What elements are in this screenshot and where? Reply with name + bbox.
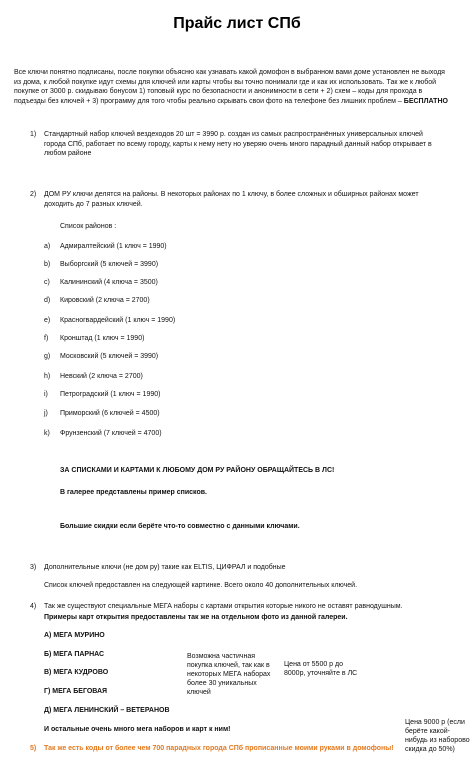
district-item: d) Кировский (2 ключа = 2700) xyxy=(44,297,150,304)
page-title: Прайс лист СПб xyxy=(173,15,301,32)
intro-text: Все ключи понятно подписаны, после покупки объясню как узнавать какой домофон в выбранном вами доме установлен не выходя из дома, к любой покупке идут схемы для ключей или карты чтобы вы точно понимали где и как их использовать. Так же к любой покупке от 3000 р. скидываю бонусом 1) топовый курс по безопасности и анонимности в сети + 2) схем – коды для прохода в подъезды без ключей + 3) программу для того чтобы реально скрывать свои фото на телефоне без лишних проблем – xyxy=(14,69,445,105)
district-item: а) Адмиралтейский (1 ключ = 1990) xyxy=(44,243,167,250)
item-1-text: Стандартный набор ключей вездеходов 20 шт = 3990 р. создан из самых распространённых универсальных ключей города СПб, работает по всему городу, карты к нему нету но уверяю очень много парадный данный набор открывает в любом районе xyxy=(44,131,432,158)
item-5-number: 5) xyxy=(30,745,37,752)
district-item: j) Приморский (6 ключей = 4500) xyxy=(44,410,160,417)
mega-examples-note: Примеры карт открытия предоставлены так же на отдельном фото из данной галереи. xyxy=(44,614,348,621)
codes-price-note: Цена 9000 р (если берёте какой-нибудь из наборово скидка до 50%) xyxy=(405,719,470,753)
item-4-number: 4) xyxy=(30,603,37,610)
district-item: h) Невский (2 ключа = 2700) xyxy=(44,373,143,380)
item-3-text: Дополнительные ключи (не дом ру) такие как ELTIS, ЦИФРАЛ и подобные xyxy=(44,564,286,571)
mega-item: Д) МЕГА ЛЕНИНСКИЙ – ВЕТЕРАНОВ xyxy=(44,707,170,714)
districts-title: Список районов : xyxy=(60,223,117,230)
district-item: f) Кронштад (1 ключ = 1990) xyxy=(44,335,145,342)
discount-note: Большие скидки если берёте что-то совместно с данными ключами. xyxy=(60,523,300,530)
item-3-number: 3) xyxy=(30,564,37,571)
district-item: c) Калининский (4 ключа = 3500) xyxy=(44,279,158,286)
district-item: b) Выборгский (5 ключей = 3990) xyxy=(44,261,159,268)
district-item: k) Фрунзенский (7 ключей = 4700) xyxy=(44,430,162,437)
partial-purchase-note: Возможна частичная покупка ключей, так как в некоторых МЕГА наборах более 30 уникальных ключей xyxy=(187,653,271,696)
district-item: e) Красногвардейский (1 ключ = 1990) xyxy=(44,317,176,324)
mega-item: А) МЕГА МУРИНО xyxy=(44,632,105,639)
intro-free-label: БЕСПЛАТНО xyxy=(403,97,448,105)
extra-keys-list-note: Список ключей предоставлен на следующей картинке. Всего около 40 дополнительных ключей. xyxy=(44,582,358,589)
other-mega-note: И остальные очень много мега наборов и карт к ним! xyxy=(44,726,231,733)
district-item: i) Петроградский (1 ключ = 1990) xyxy=(44,391,161,398)
domru-call-to-action: ЗА СПИСКАМИ И КАРТАМИ К ЛЮБОМУ ДОМ РУ РАЙОНУ ОБРАЩАЙТЕСЬ В ЛС! xyxy=(60,467,335,474)
item-5-text: Так же есть коды от более чем 700 парадных города СПб прописанные моими руками в домофоны! xyxy=(44,745,394,752)
mega-price-note: Цена от 5500 р до 8000р, уточняйте в ЛС xyxy=(284,661,358,677)
item-1-number: 1) xyxy=(30,131,37,138)
mega-item: В) МЕГА КУДРОВО xyxy=(44,669,109,676)
mega-item: Б) МЕГА ПАРНАС xyxy=(44,651,105,658)
item-2-text: ДОМ РУ ключи делятся на районы. В некоторых районах по 1 ключу, в более сложных и обширных районах может доходить до 7 разных ключей. xyxy=(44,191,419,208)
district-item: g) Московский (5 ключей = 3990) xyxy=(44,353,159,360)
mega-item: Г) МЕГА БЕГОВАЯ xyxy=(44,688,108,695)
gallery-note: В галерее представлены пример списков. xyxy=(60,489,207,496)
item-4-text: Так же существуют специальные МЕГА наборы с картами открытия которые никого не оставят равнодушным. xyxy=(44,603,403,610)
item-2-number: 2) xyxy=(30,191,37,198)
intro-paragraph xyxy=(14,68,450,106)
